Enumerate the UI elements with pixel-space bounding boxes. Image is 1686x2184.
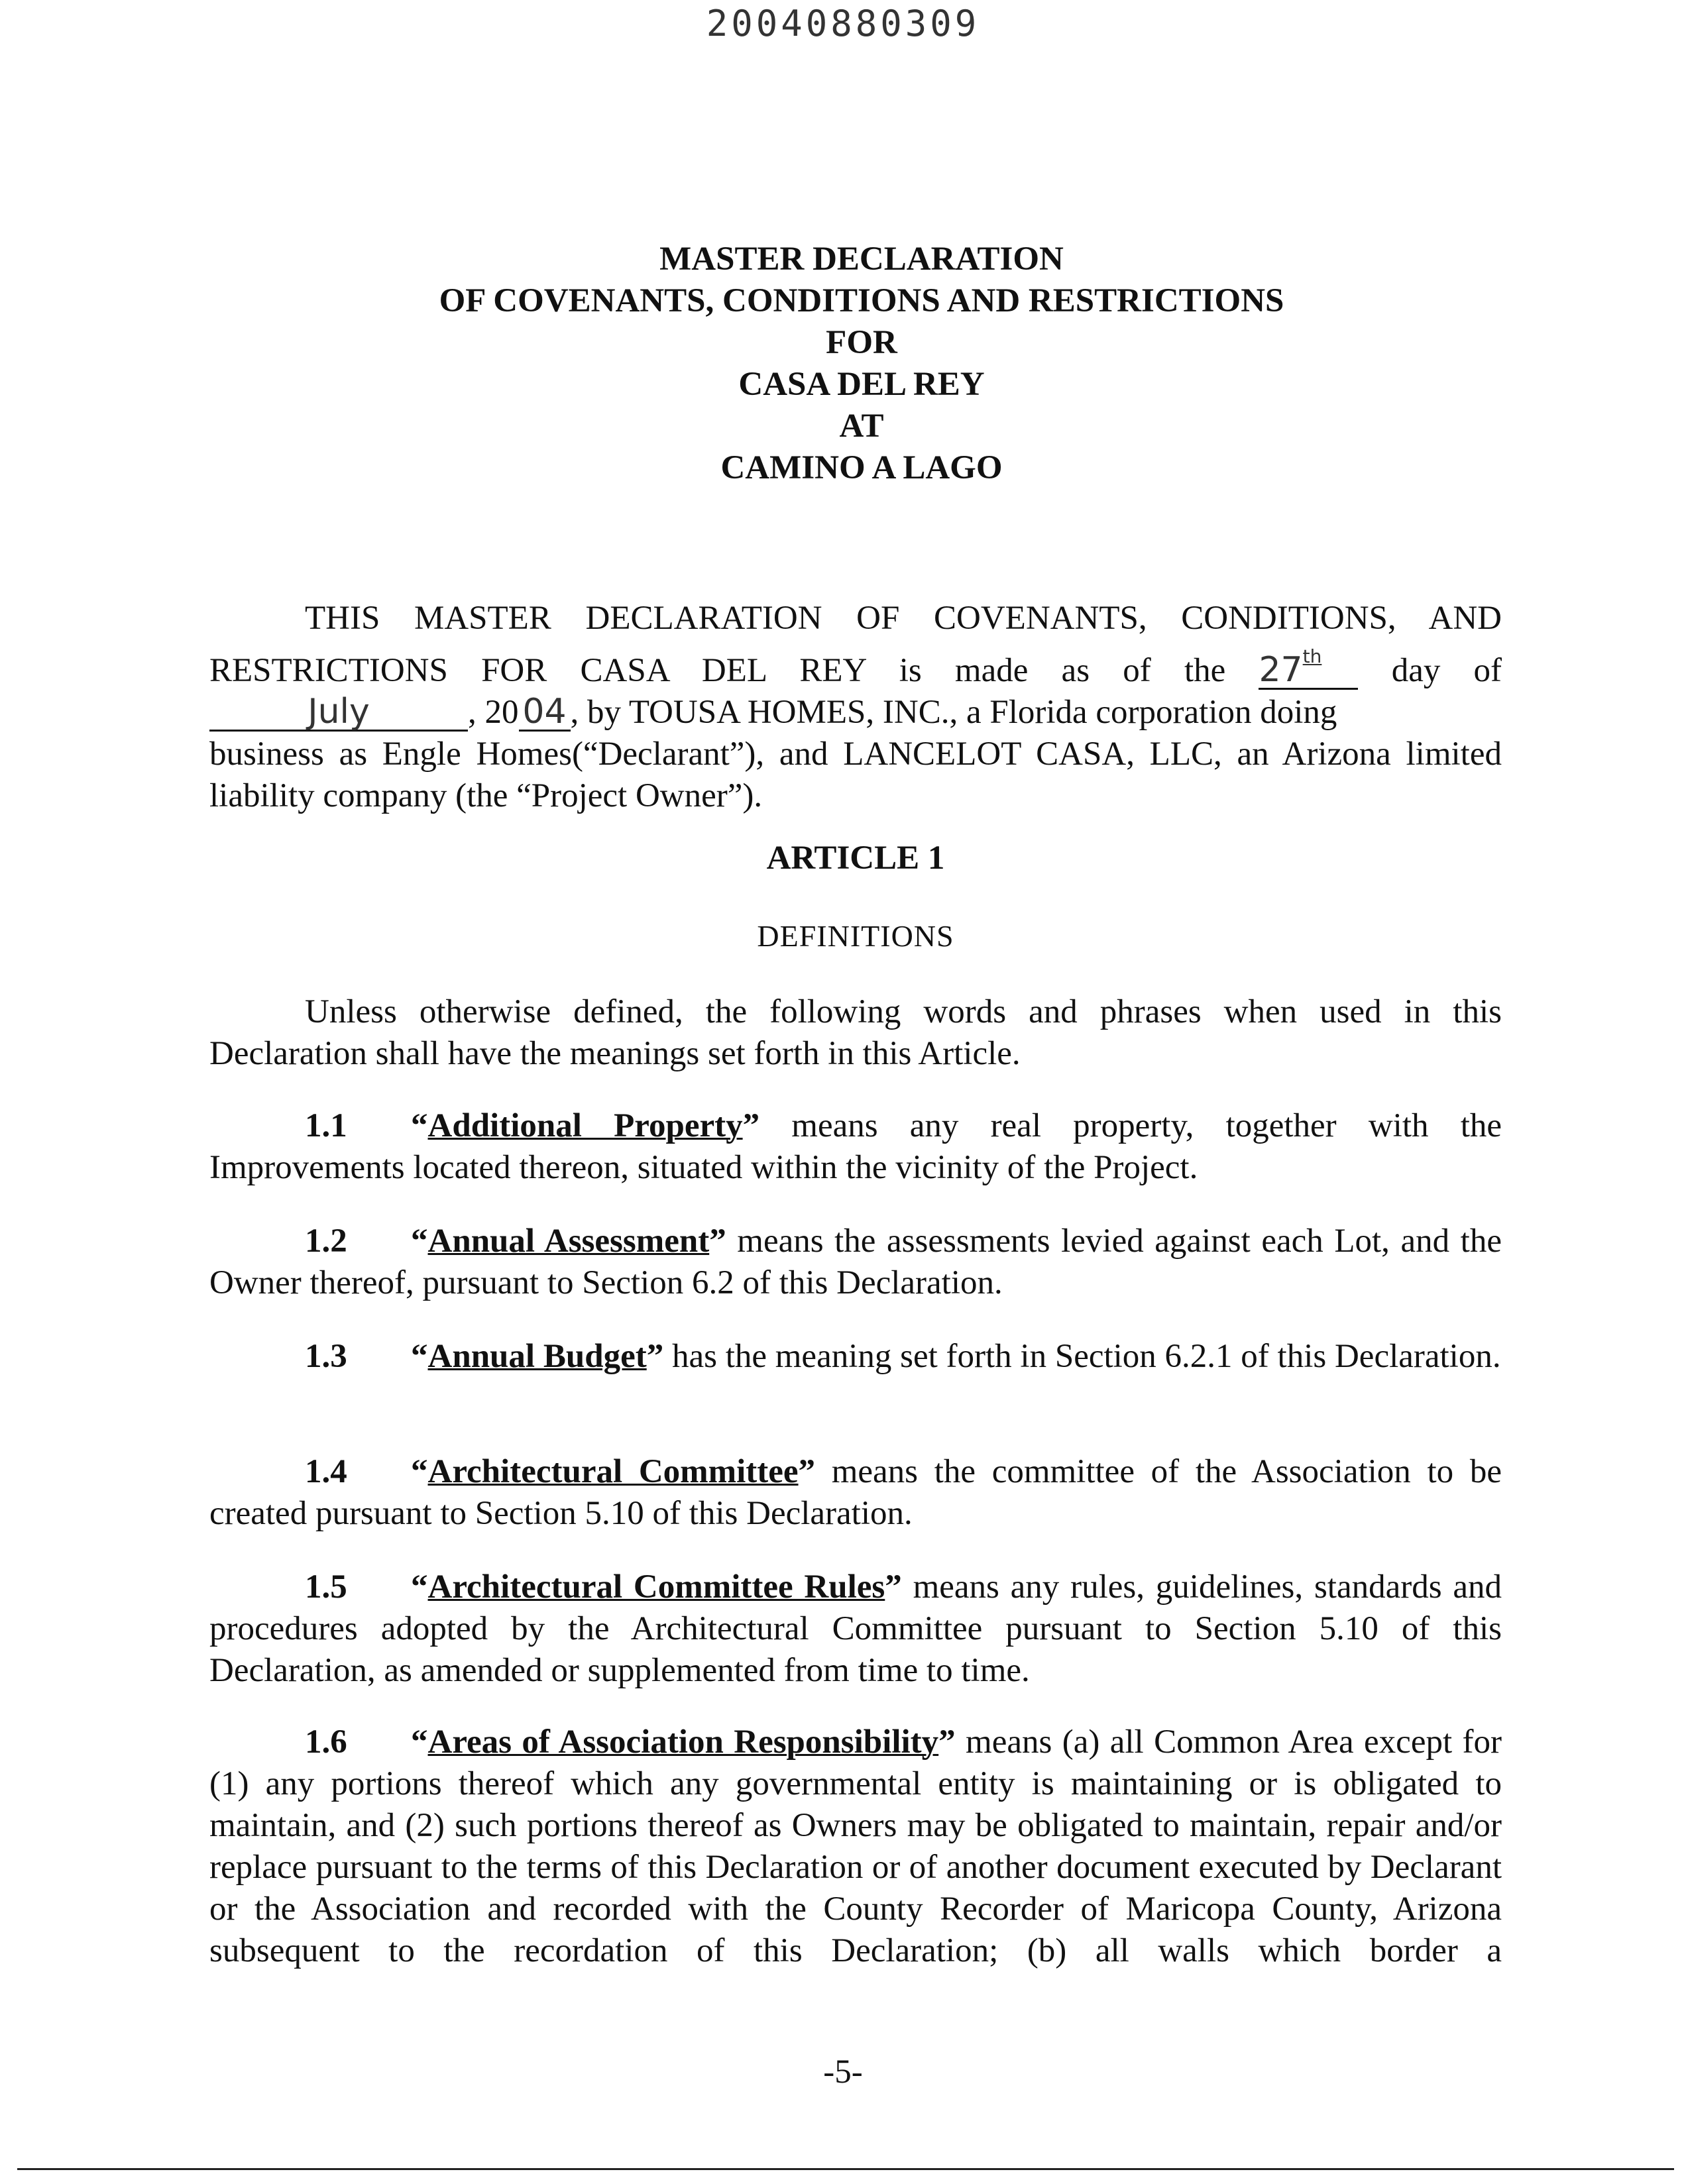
document-title (199, 239, 1524, 489)
definition-number: 1.6 (305, 1723, 347, 1761)
definition-term-text: Architectural Committee Rules (427, 1568, 885, 1606)
definition-text: has the meaning set forth in Section 6.2.1 of this Declaration. (663, 1338, 1501, 1375)
title-line: OF COVENANTS, CONDITIONS AND RESTRICTIONS (439, 282, 1284, 319)
month-blank (209, 694, 468, 732)
definition-number: 1.2 (305, 1223, 347, 1260)
definition-number: 1.1 (305, 1107, 347, 1144)
intro-line-2-text: RESTRICTIONS FOR CASA DEL REY is made as of the (209, 652, 1226, 689)
definition-term-text: Annual Assessment (427, 1223, 710, 1260)
intro-paragraph (209, 598, 1502, 817)
handwritten-year: 04 (522, 692, 567, 732)
definition-number: 1.5 (305, 1568, 347, 1606)
definition-1-1 (209, 1105, 1502, 1189)
intro-line-1: THIS MASTER DECLARATION OF COVENANTS, CONDITIONS, AND (305, 600, 1502, 637)
title-line: MASTER DECLARATION (659, 241, 1064, 278)
year-blank (519, 694, 571, 732)
intro-line-3 (209, 692, 1502, 734)
definition-term: “Annual Budget” (411, 1338, 664, 1375)
definition-1-2 (209, 1221, 1502, 1304)
title-line: CASA DEL REY (738, 366, 985, 403)
title-line: FOR (826, 324, 897, 361)
handwritten-month: July (308, 692, 370, 732)
article-title: ARTICLE 1 (766, 840, 945, 877)
definition-term: “Architectural Committee” (411, 1453, 816, 1490)
definition-term-text: Areas of Association Responsibility (427, 1723, 939, 1761)
day-blank (1259, 639, 1358, 690)
definition-term: “Additional Property” (411, 1107, 760, 1144)
definition-text: means the committee of the Association to be created pursuant to Section 5.10 of this Declaration. (209, 1453, 1502, 1532)
definition-1-4 (209, 1451, 1502, 1535)
definition-term-text: Architectural Committee (427, 1453, 799, 1490)
definition-text: means any real property, together with the Improvements located thereon, situated within the vicinity of the Project. (209, 1107, 1502, 1186)
definition-1-3 (209, 1336, 1502, 1378)
article-intro: Unless otherwise defined, the following words and phrases when used in this Declaration shall have the meanings set forth in this Article. (209, 993, 1502, 1072)
definition-term-text: Additional Property (427, 1107, 743, 1144)
definition-text: means the assessments levied against each Lot, and the Owner thereof, pursuant to Section 6.2 of this Declaration. (209, 1223, 1502, 1301)
definition-number: 1.4 (305, 1453, 347, 1490)
definition-term: “Areas of Association Responsibility” (411, 1723, 956, 1761)
intro-line-2-end: day of (1391, 652, 1502, 689)
title-line: AT (839, 408, 884, 445)
handwritten-day-suffix: th (1302, 645, 1322, 667)
handwritten-day: 27 (1259, 650, 1303, 690)
definition-text: means (a) all Common Area except for (1) any portions thereof which any governmental entity is maintaining or is obligated to maintain, and (2) such portions thereof as Owners may be obligated to maintain, repair and/or replace pursuant to the terms of this Declaration or of another document executed by Declarant or the Association and recorded with the County Recorder of Maricopa County, Arizona subsequent to the recordation of this Declaration; (b) all walls which border a (209, 1723, 1502, 1969)
definition-term-text: Annual Budget (427, 1338, 647, 1375)
year-prefix: , 20 (468, 694, 519, 731)
title-line: CAMINO A LAGO (720, 449, 1003, 486)
recording-number: 20040880309 (706, 3, 980, 44)
bottom-rule (17, 2168, 1674, 2170)
article-subtitle: DEFINITIONS (757, 919, 954, 953)
intro-line-3-rest: , by TOUSA HOMES, INC., a Florida corporation doing (570, 694, 1337, 731)
definition-term: “Annual Assessment” (411, 1223, 726, 1260)
definition-text: means any rules, guidelines, standards and procedures adopted by the Architectural Committee pursuant to Section 5.10 of this Declaration, as amended or supplemented from time to time. (209, 1568, 1502, 1689)
definition-number: 1.3 (305, 1338, 347, 1375)
definition-1-5 (209, 1566, 1502, 1692)
intro-line-2 (209, 639, 1502, 692)
definition-1-6 (209, 1721, 1502, 1972)
intro-rest: business as Engle Homes(“Declarant”), and LANCELOT CASA, LLC, an Arizona limited liability company (the “Project Owner”). (209, 736, 1502, 814)
page-number: -5- (823, 2053, 863, 2091)
definition-term: “Architectural Committee Rules” (411, 1568, 902, 1606)
